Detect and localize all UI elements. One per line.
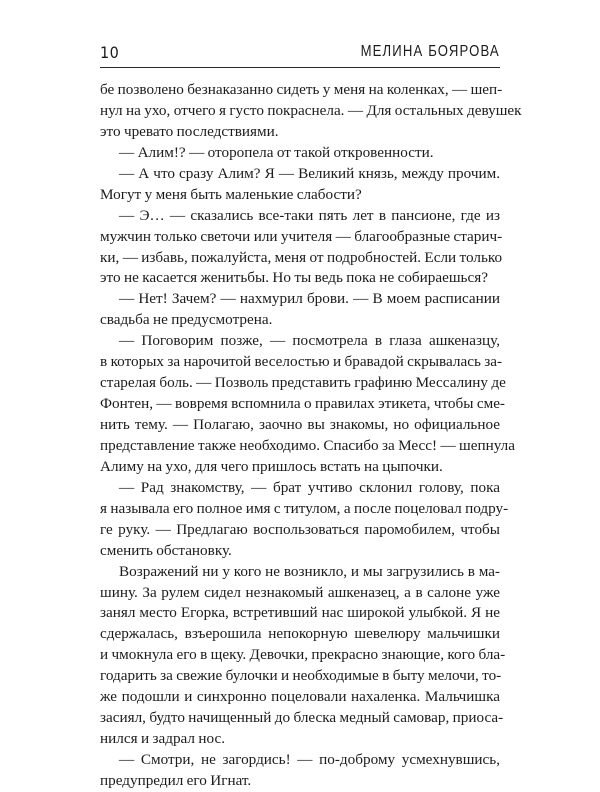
text-line: сдержалась, взъерошила непокорную шевелюру мальчишки (100, 625, 500, 643)
text-line: представление также необходимо. Спасибо за Месс! — шепнула (100, 436, 515, 454)
page-header (100, 43, 500, 65)
text-line: — Смотри, не загордись! — по-доброму усмехнувшись, (119, 751, 500, 768)
running-head-author: МЕЛИНА БОЯРОВА (360, 43, 500, 60)
text-line: Могут у меня быть маленькие слабости? (100, 185, 362, 203)
header-rule (100, 67, 500, 68)
text-line: сменить обстановку. (100, 541, 232, 559)
text-line: Алиму на ухо, для чего пришлось встать на цыпочки. (100, 457, 443, 475)
text-line: засиял, будто начищенный до блеска медный самовар, приоса- (100, 709, 504, 727)
text-line: старелая боль. — Позволь представить графиню Мессалину де (100, 374, 506, 392)
text-line: это не касается женитьбы. Но ты ведь пока не собираешься? (100, 269, 488, 287)
text-line: — Поговорим позже, — посмотрела в глаза ашкеназцу, (119, 332, 500, 350)
text-line: предупредил его Игнат. (100, 771, 252, 789)
page-number: 10 (100, 43, 120, 62)
body-text (100, 80, 522, 792)
text-line: нился и задрал нос. (100, 730, 226, 748)
text-line: — Э… — сказались все-таки пять лет в пансионе, где из (119, 206, 500, 224)
text-line: нить тему. — Полагаю, заочно вы знакомы, но официальное (100, 416, 500, 433)
text-line: это чревато последствиями. (100, 122, 279, 140)
text-line: шину. За рулем сидел незнакомый ашкеназец, а в салоне уже (100, 583, 500, 601)
text-line: мужчин только светочи или учителя — благообразные старич- (100, 227, 503, 245)
text-line: свадьба не предусмотрена. (100, 311, 273, 329)
text-line: — Алим!? — оторопела от такой откровенности. (119, 143, 434, 161)
text-line: занял место Егорка, встретивший нас широкой улыбкой. Я не (100, 604, 500, 622)
text-line: Фонтен, — вовремя вспомнила о правилах этикета, чтобы сме- (100, 395, 505, 413)
text-line: бе позволено безнаказанно сидеть у меня на коленках, — шеп- (100, 81, 503, 98)
text-line: — А что сразу Алим? Я — Великий князь, между прочим. (119, 164, 500, 182)
text-line: — Рад знакомству, — брат учтиво склонил голову, пока (119, 478, 500, 496)
text-line: в которых за нарочитой веселостью и бравадой скрывалась за- (100, 353, 503, 371)
text-line: я называла его полное имя с титулом, а после поцеловал подру- (100, 499, 509, 517)
text-line: и чмокнула его в щеку. Девочки, прекрасно знающие, кого бла- (100, 646, 506, 664)
text-line: ки, — избавь, пожалуйста, меня от подробностей. Если только (100, 248, 503, 266)
text-line: ге руку. — Предлагаю воспользоваться паромобилем, чтобы (100, 520, 500, 538)
text-line: нул на ухо, отчего я густо покраснела. — Для остальных девушек (100, 101, 522, 119)
text-line: Возражений ни у кого не возникло, и мы загрузились в ма- (119, 562, 500, 580)
text-line: — Нет! Зачем? — нахмурил брови. — В моем расписании (119, 290, 500, 308)
text-line: же подошли и синхронно поцеловали нахаленка. Мальчишка (100, 688, 500, 706)
text-line: годарить за свежие булочки и необходимые в быту мелочи, то- (100, 667, 502, 685)
